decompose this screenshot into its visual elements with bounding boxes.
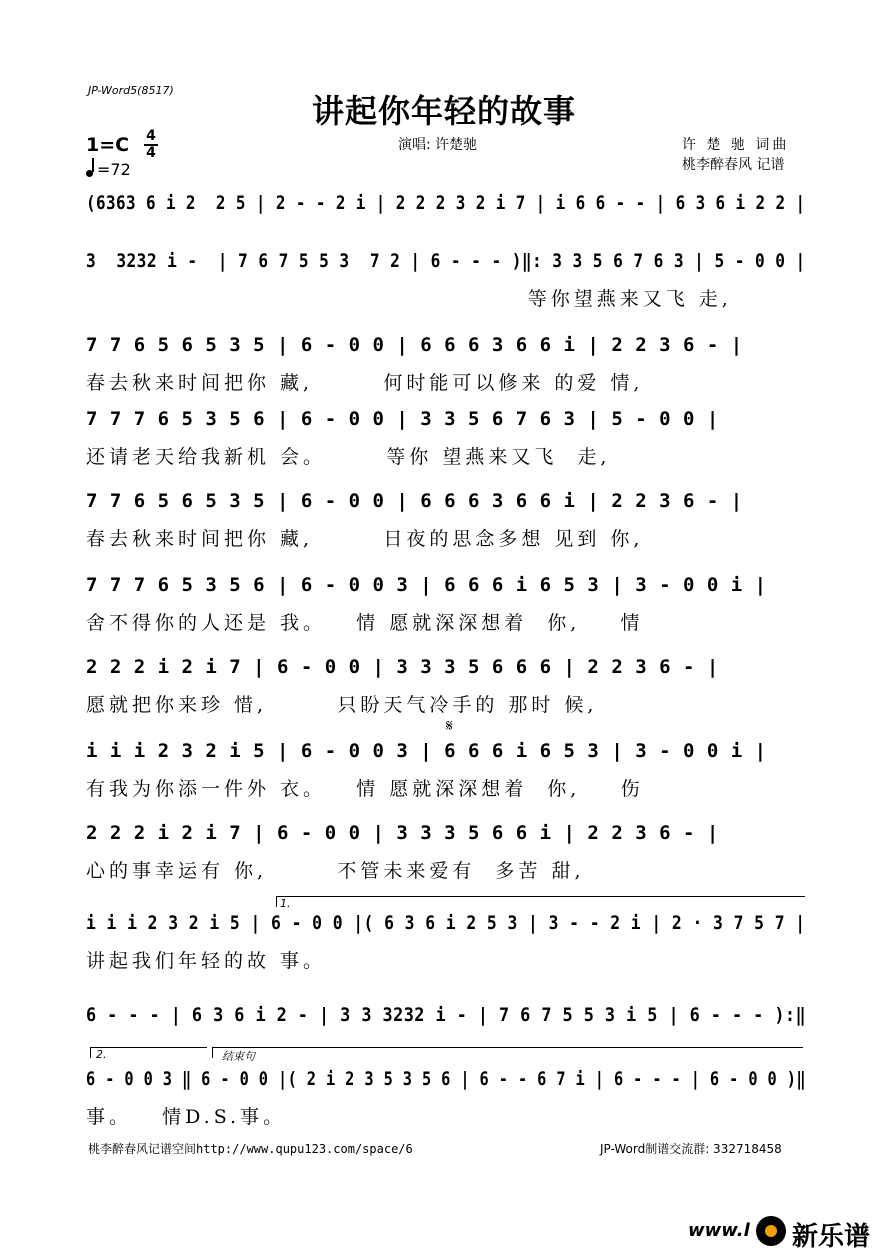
tempo-value: =72 <box>97 160 131 179</box>
footer-left-text: 桃李醉春风记谱空间http://www.qupu123.com/space/6 <box>88 1142 413 1156</box>
lyric-line: 春去秋来时间把你 藏, 日夜的思念多想 见到 你, <box>86 528 644 550</box>
time-signature <box>144 130 158 160</box>
key-signature: 1=C <box>86 134 130 156</box>
lyric-line: 有我为你添一件外 衣。 情 愿就深深想着 你, 伤 <box>86 778 644 800</box>
logo-url-text: www.l <box>688 1220 750 1241</box>
lyric-line: 讲起我们年轻的故 事。 <box>86 950 327 972</box>
volta-2-label: 2. <box>96 1048 107 1061</box>
time-signature-top: 4 <box>146 128 156 144</box>
software-label: JP-Word5(8517) <box>88 84 174 97</box>
ending-label: 结束句 <box>222 1050 255 1063</box>
volta-1-label: 1. <box>280 897 291 910</box>
time-signature-bottom: 4 <box>146 145 156 161</box>
lyric-line: 舍不得你的人还是 我。 情 愿就深深想着 你, 情 <box>86 612 644 634</box>
notation-line: 6 - 0 0 3 ‖ 6 - 0 0 |( 2 i 2 3 5 3 5 6 | 6 - - 6 7 i | 6 - - - | 6 - 0 0 )‖ <box>86 1068 806 1090</box>
tempo-marking <box>86 160 131 179</box>
lyric-line: 事。 情D.S.事。 <box>86 1106 287 1128</box>
volta-bracket-1 <box>276 896 805 907</box>
notation-line: i i i 2 3 2 i 5 | 6 - 0 0 3 | 6 6 6 i 6 5 3 | 3 - 0 0 i | <box>86 740 767 762</box>
song-title: 讲起你年轻的故事 <box>311 92 576 130</box>
notation-line: 7 7 7 6 5 3 5 6 | 6 - 0 0 | 3 3 5 6 7 6 3 | 5 - 0 0 | <box>86 408 719 430</box>
notation-line: i i i 2 3 2 i 5 | 6 - 0 0 |( 6 3 6 i 2 5 3 | 3 - - 2 i | 2 · 3 7 5 7 | <box>86 912 806 934</box>
logo-name: 新乐谱 <box>792 1222 871 1252</box>
notation-line: 7 7 6 5 6 5 3 5 | 6 - 0 0 | 6 6 6 3 6 6 i | 2 2 3 6 - | <box>86 334 743 356</box>
notation-line: 7 7 7 6 5 3 5 6 | 6 - 0 0 3 | 6 6 6 i 6 5 3 | 3 - 0 0 i | <box>86 574 767 596</box>
volta-bracket-2 <box>90 1047 207 1058</box>
segno-sign: 𝄋 <box>446 716 453 735</box>
lyric-line: 心的事幸运有 你, 不管未来爱有 多苦 甜, <box>86 860 585 882</box>
lyric-line: 愿就把你来珍 惜, 只盼天气冷手的 那时 候, <box>86 694 598 716</box>
footer-right-text: JP-Word制谱交流群: 332718458 <box>600 1142 782 1156</box>
notation-line: (6363 6 i 2 2 5 | 2 - - 2 i | 2 2 2 3 2 i 7 | i 6 6 - - | 6 3 6 i 2 2 | <box>86 192 806 214</box>
notation-line: 7 7 6 5 6 5 3 5 | 6 - 0 0 | 6 6 6 3 6 6 i | 2 2 3 6 - | <box>86 490 743 512</box>
quarter-note-icon <box>86 170 93 177</box>
composer-credit: 许 楚 驰 词曲 <box>682 137 790 153</box>
notation-line: 3 3232 i - | 7 6 7 5 5 3 7 2 | 6 - - - )‖: 3 3 5 6 7 6 3 | 5 - 0 0 | <box>86 250 806 272</box>
notation-line: 2 2 2 i 2 i 7 | 6 - 0 0 | 3 3 3 5 6 6 i | 2 2 3 6 - | <box>86 822 719 844</box>
transcriber-credit: 桃李醉春风 记谱 <box>682 157 785 173</box>
lyric-line: 等你望燕来又飞 走, <box>86 288 732 310</box>
lyric-line: 还请老天给我新机 会。 等你 望燕来又飞 走, <box>86 446 611 468</box>
ending-bracket <box>212 1047 803 1058</box>
notation-line: 2 2 2 i 2 i 7 | 6 - 0 0 | 3 3 3 5 6 6 6 | 2 2 3 6 - | <box>86 656 719 678</box>
lyric-line: 春去秋来时间把你 藏, 何时能可以修来 的爱 情, <box>86 372 644 394</box>
notation-line: 6 - - - | 6 3 6 i 2 - | 3 3 3232 i - | 7 6 7 5 5 3 i 5 | 6 - - - ):‖ <box>86 1004 807 1026</box>
singer-credit: 演唱: 许楚驰 <box>398 137 478 153</box>
logo-disc-icon <box>756 1216 786 1246</box>
